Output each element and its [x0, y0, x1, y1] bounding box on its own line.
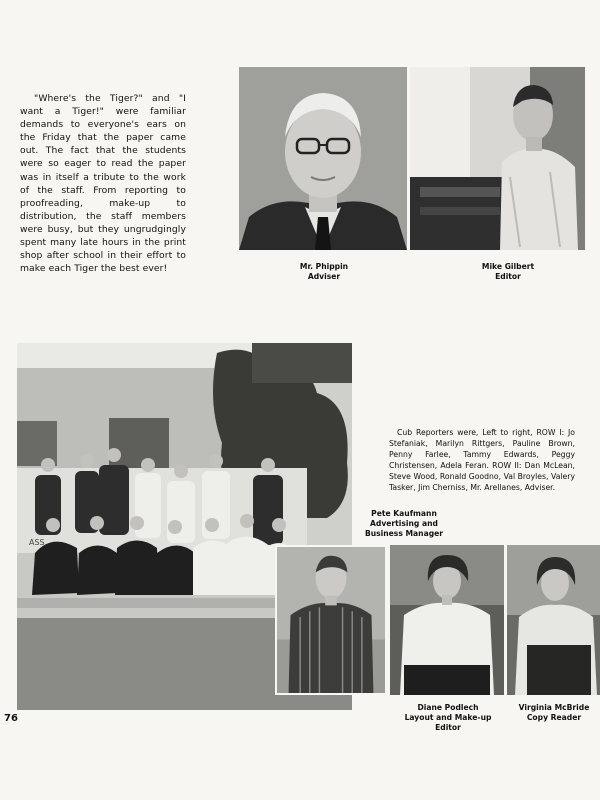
caption-gilbert-name: Mike Gilbert	[481, 262, 535, 271]
caption-phippin-role: Adviser	[307, 272, 341, 281]
caption-mcbride	[508, 703, 600, 723]
caption-podlech-name: Diane Podlech	[417, 703, 479, 712]
caption-gilbert	[443, 262, 573, 282]
caption-podlech-role2: Editor	[435, 723, 461, 732]
caption-mcbride-role: Copy Reader	[526, 713, 582, 722]
caption-kaufmann-name: Pete Kaufmann	[371, 509, 437, 518]
portrait-mcbride	[507, 545, 600, 695]
portrait-podlech	[390, 545, 504, 695]
portrait-gilbert	[410, 67, 585, 250]
caption-mcbride-name: Virginia McBride	[518, 703, 590, 712]
portrait-kaufmann	[275, 545, 387, 695]
intro-paragraph: "Where's the Tiger?" and "I want a Tiger!" were familiar demands to everyone's ears on the Friday that the paper came out. The fact that the students were so eager to read the paper was in itself a tribute to the work of the staff. From reporting to proofreading, make-up to distribution, the staff members were busy, but they ungrudgingly spent many late hours in the print shop after school in their effort to make each Tiger the best ever!	[20, 93, 186, 275]
caption-kaufmann-role2: Business Manager	[364, 529, 444, 538]
caption-kaufmann	[364, 509, 444, 539]
cub-reporters-caption: Cub Reporters were, Left to right, ROW I: Jo Stefaniak, Marilyn Rittgers, Pauline Brown, Penny Farlee, Tammy Edwards, Peggy Christensen, Adela Feran. ROW II: Dan McLean, Steve Wood, Ronald Goodno, Val Broyles, Valery Tasker, Jim Cherniss, Mr. Arellanes, Adviser.	[389, 428, 575, 493]
caption-podlech-role1: Layout and Make-up	[404, 713, 492, 722]
svg-text:ASS: ASS	[29, 538, 45, 547]
caption-phippin-name: Mr. Phippin	[299, 262, 349, 271]
caption-gilbert-role: Editor	[495, 272, 521, 281]
page-number: 76	[4, 713, 18, 724]
caption-podlech	[393, 703, 503, 733]
portrait-phippin	[239, 67, 407, 250]
caption-phippin	[259, 262, 389, 282]
caption-kaufmann-role1: Advertising and	[370, 519, 438, 528]
